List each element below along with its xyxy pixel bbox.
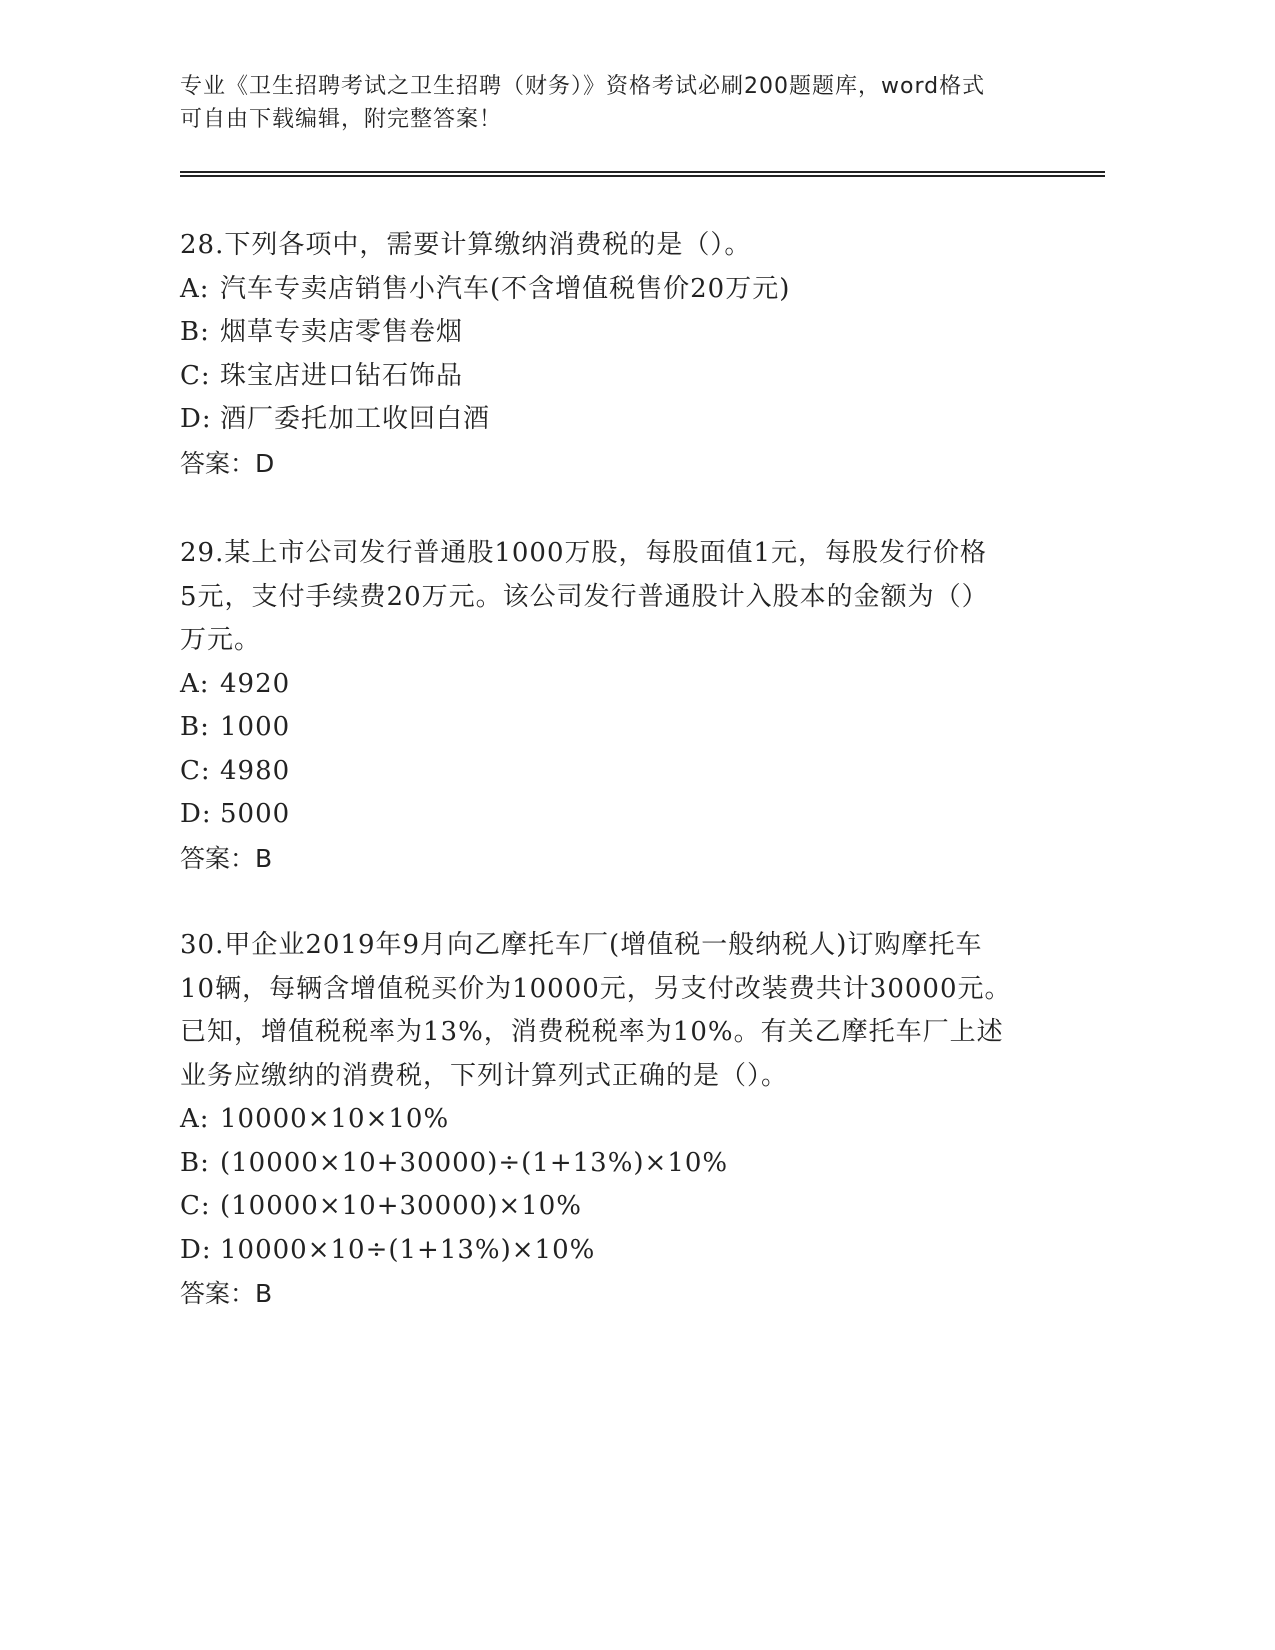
question-stem: 28.下列各项中，需要计算缴纳消费税的是（）。 xyxy=(180,230,752,260)
option-letter: D: xyxy=(180,404,212,434)
answer-label: 答案：D xyxy=(180,448,275,478)
option-a xyxy=(180,663,1040,707)
header-divider-top xyxy=(180,171,1105,173)
option-d xyxy=(180,1229,1040,1273)
question-stem: 10辆，每辆含增值税买价为10000元，另支付改装费共计30000元。 xyxy=(180,973,1012,1004)
option-text: 5000 xyxy=(220,799,291,829)
option-c xyxy=(180,1185,1040,1229)
question-stem: 30.甲企业2019年9月向乙摩托车厂(增值税一般纳税人)订购摩托车 xyxy=(180,930,983,960)
question-29 xyxy=(180,532,1040,880)
header-divider-bottom xyxy=(180,175,1105,177)
answer-label: 答案：B xyxy=(180,843,273,873)
option-text: 1000 xyxy=(220,712,291,742)
option-a xyxy=(180,1098,1040,1142)
option-letter: D: xyxy=(180,799,212,829)
option-text: 汽车专卖店销售小汽车(不含增值税售价20万元) xyxy=(220,273,791,304)
option-letter: C: xyxy=(180,360,211,391)
option-a xyxy=(180,268,1040,312)
question-stem: 29.某上市公司发行普通股1000万股，每股面值1元，每股发行价格 xyxy=(180,538,988,568)
option-text: (10000×10+30000)÷(1+13%)×10% xyxy=(220,1147,729,1178)
option-letter: D: xyxy=(180,1234,212,1265)
option-d xyxy=(180,398,1040,442)
question-stem: 5元，支付手续费20万元。该公司发行普通股计入股本的金额为（） xyxy=(180,581,989,612)
option-letter: A: xyxy=(180,1104,210,1134)
option-text: 4920 xyxy=(220,668,291,699)
option-letter: B: xyxy=(180,1147,210,1178)
question-stem: 业务应缴纳的消费税，下列计算列式正确的是（）。 xyxy=(180,1060,789,1091)
option-text: 烟草专卖店零售卷烟 xyxy=(220,317,464,347)
option-text: 4980 xyxy=(220,755,291,786)
question-30 xyxy=(180,924,1040,1316)
question-28 xyxy=(180,224,1040,485)
option-text: 酒厂委托加工收回白酒 xyxy=(220,404,491,434)
option-text: 10000×10÷(1+13%)×10% xyxy=(220,1234,596,1265)
option-letter: A: xyxy=(180,273,210,304)
header-title-line-1: 专业《卫生招聘考试之卫生招聘（财务）》资格考试必刷200题题库，word格式 xyxy=(180,74,986,99)
option-c xyxy=(180,355,1040,399)
header-title-line-2: 可自由下载编辑，附完整答案！ xyxy=(180,107,503,132)
option-text: (10000×10+30000)×10% xyxy=(220,1191,582,1221)
option-b xyxy=(180,706,1040,750)
answer-label: 答案：B xyxy=(180,1279,273,1308)
question-stem: 万元。 xyxy=(180,625,262,655)
option-b xyxy=(180,311,1040,355)
question-stem: 已知，增值税税率为13%，消费税税率为10%。有关乙摩托车厂上述 xyxy=(180,1017,1004,1047)
option-letter: B: xyxy=(180,317,210,347)
option-text: 珠宝店进口钻石饰品 xyxy=(220,360,464,391)
option-letter: C: xyxy=(180,755,211,786)
option-letter: A: xyxy=(180,668,210,699)
option-letter: B: xyxy=(180,712,210,742)
option-letter: C: xyxy=(180,1191,211,1221)
document-header xyxy=(180,70,1060,136)
option-text: 10000×10×10% xyxy=(220,1104,450,1134)
option-c xyxy=(180,750,1040,794)
option-b xyxy=(180,1142,1040,1186)
option-d xyxy=(180,793,1040,837)
